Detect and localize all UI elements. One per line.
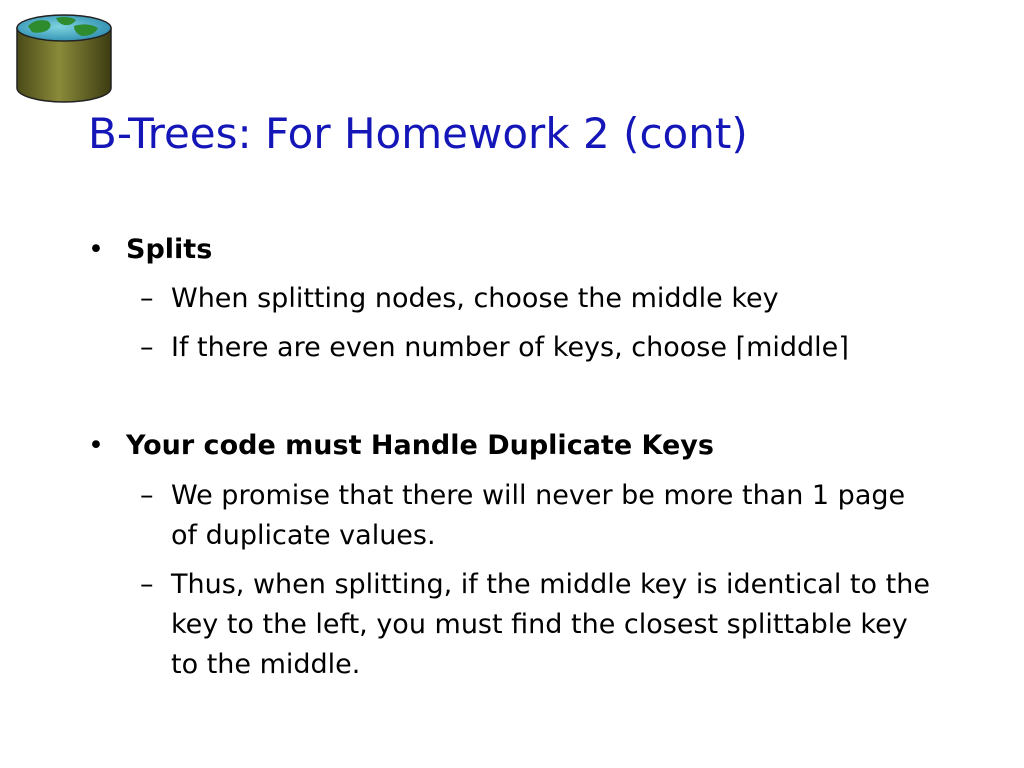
ceil-text: middle <box>746 332 839 363</box>
dash-marker: – <box>140 480 154 511</box>
subitem-text: We promise that there will never be more than 1 page of duplicate values. <box>171 480 906 551</box>
ceil-close-symbol: ⌉ <box>838 332 849 363</box>
subitem-text: When splitting nodes, choose the middle key <box>171 283 779 314</box>
globe-cylinder-icon <box>14 12 114 106</box>
dash-marker: – <box>140 283 154 314</box>
bullet-duplicate-keys <box>88 426 714 466</box>
dash-marker: – <box>140 569 154 600</box>
bullet-label: Your code must Handle Duplicate Keys <box>126 430 714 461</box>
subitem-middle-key <box>140 279 940 319</box>
bullet-splits <box>88 230 212 270</box>
subitem-text: If there are even number of keys, choose <box>171 332 736 363</box>
dash-marker: – <box>140 332 154 363</box>
subitem-splitting-rule <box>140 565 940 685</box>
subitem-duplicate-promise <box>140 476 940 556</box>
slide-title: B-Trees: For Homework 2 (cont) <box>88 109 748 158</box>
subitem-text: Thus, when splitting, if the middle key is identical to the key to the left, you must find the closest splittable key to the middle. <box>171 569 930 680</box>
bullet-marker: • <box>88 430 104 461</box>
bullet-marker: • <box>88 234 104 265</box>
subitem-even-keys <box>140 328 940 368</box>
bullet-label: Splits <box>126 234 213 265</box>
ceil-open-symbol: ⌈ <box>735 332 747 363</box>
